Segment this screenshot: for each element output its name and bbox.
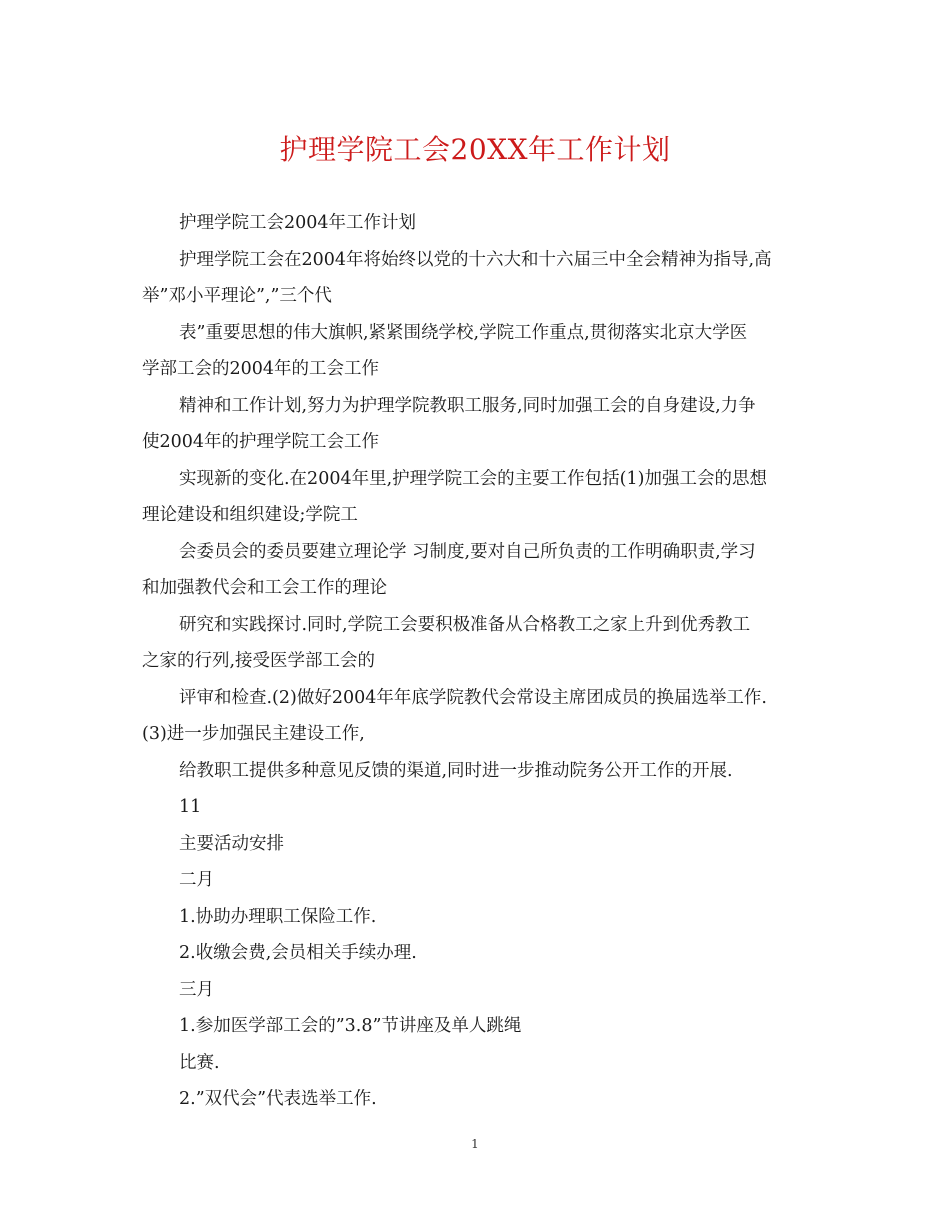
- paragraph-line: 主要活动安排: [179, 833, 284, 854]
- paragraph-line: 护理学院工会2004年工作计划: [179, 213, 417, 233]
- paragraph-line: 护理学院工会在2004年将始终以党的十六大和十六届三中全会精神为指导,高: [179, 249, 772, 270]
- paragraph-line: 二月: [179, 870, 214, 890]
- paragraph-line: 理论建设和组织建设;学院工: [142, 505, 358, 525]
- paragraph-line: 给教职工提供多种意见反馈的渠道,同时进一步推动院务公开工作的开展.: [179, 760, 733, 781]
- paragraph-line: 研究和实践探讨.同时,学院工会要积极准备从合格教工之家上升到优秀教工: [179, 614, 751, 635]
- paragraph-line: 2.”双代会”代表选举工作.: [179, 1089, 377, 1109]
- paragraph-line: 1.协助办理职工保险工作.: [179, 906, 377, 927]
- paragraph-line: 1.参加医学部工会的”3.8”节讲座及单人跳绳: [179, 1016, 522, 1036]
- paragraph-line: 2.收缴会费,会员相关手续办理.: [179, 943, 417, 963]
- paragraph-line: 表”重要思想的伟大旗帜,紧紧围绕学校,学院工作重点,贯彻落实北京大学医: [179, 322, 748, 343]
- paragraph-line: 举”邓小平理论”,”三个代: [142, 286, 332, 306]
- document-body: [142, 205, 810, 1118]
- paragraph-line: 实现新的变化.在2004年里,护理学院工会的主要工作包括(1)加强工会的思想: [179, 468, 767, 489]
- page-number: 1: [471, 1137, 479, 1151]
- paragraph-line: 评审和检查.(2)做好2004年年底学院教代会常设主席团成员的换届选举工作.: [179, 687, 767, 708]
- paragraph-line: 11: [179, 797, 202, 817]
- paragraph-line: (3)进一步加强民主建设工作,: [142, 724, 365, 744]
- paragraph-line: 学部工会的2004年的工会工作: [142, 359, 380, 379]
- paragraph-line: 使2004年的护理学院工会工作: [142, 432, 380, 452]
- paragraph-line: 精神和工作计划,努力为护理学院教职工服务,同时加强工会的自身建设,力争: [179, 395, 756, 416]
- document-title: 护理学院工会20XX年工作计划: [279, 133, 671, 166]
- paragraph-line: 和加强教代会和工会工作的理论: [142, 578, 387, 598]
- paragraph-line: 之家的行列,接受医学部工会的: [142, 651, 376, 671]
- paragraph-line: 会委员会的委员要建立理论学 习制度,要对自己所负责的工作明确职责,学习: [179, 541, 756, 562]
- paragraph-line: 比赛.: [179, 1052, 220, 1073]
- paragraph-line: 三月: [179, 979, 214, 1000]
